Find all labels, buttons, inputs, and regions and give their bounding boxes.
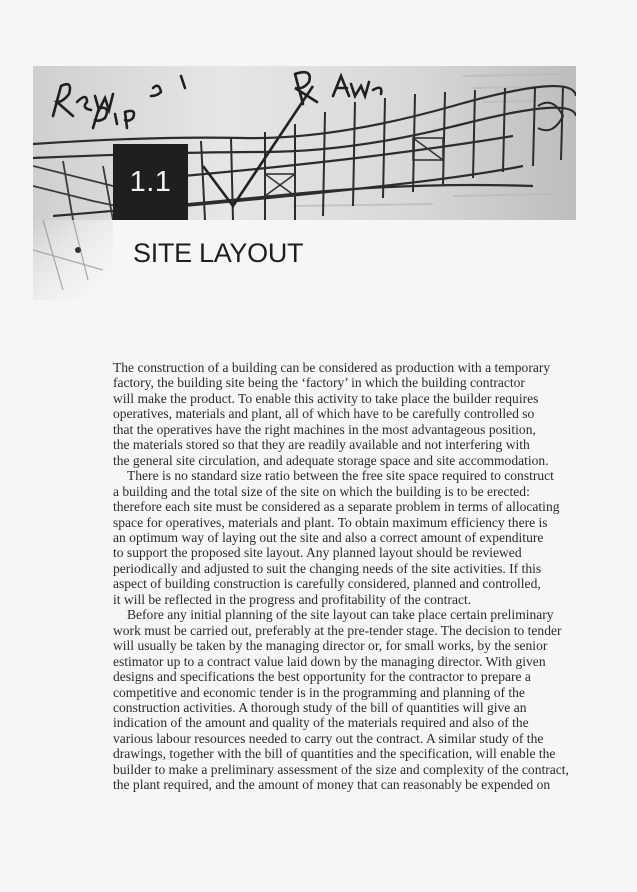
- body-text-line: There is no standard size ratio between the free site space required to construct: [127, 468, 554, 484]
- section-number: 1.1: [129, 165, 172, 198]
- body-text-line: the general site circulation, and adequate storage space and site accommodation.: [113, 452, 549, 468]
- body-text-line: therefore each site must be considered as a separate problem in terms of allocating: [113, 499, 560, 515]
- body-text-line: to support the proposed site layout. Any planned layout should be reviewed: [113, 545, 522, 561]
- body-text-line: the plant required, and the amount of money that can reasonably be expended on: [113, 777, 551, 793]
- body-text-line: periodically and adjusted to suit the changing needs of the site activities. If this: [113, 560, 542, 576]
- body-text-line: the materials stored so that they are readily available and not interfering with: [113, 437, 530, 453]
- body-text-line: construction activities. A thorough study of the bill of quantities will give an: [113, 699, 527, 715]
- body-text-line: builder to make a preliminary assessment of the size and complexity of the contract,: [113, 761, 569, 777]
- body-text-line: operatives, materials and plant, all of which have to be carefully controlled so: [113, 406, 535, 422]
- section-title: SITE LAYOUT: [133, 238, 304, 268]
- body-text-line: designs and specifications the best opportunity for the contractor to prepare a: [113, 669, 531, 685]
- banner-fade-sketch: [33, 220, 113, 300]
- body-text-line: an optimum way of laying out the site and also a correct amount of expenditure: [113, 529, 544, 545]
- body-text-line: a building and the total size of the site on which the building is to be erected:: [113, 483, 530, 499]
- body-text-line: will make the product. To enable this activity to take place the builder requires: [113, 390, 539, 406]
- body-text-line: The construction of a building can be considered as production with a temporary: [113, 360, 551, 375]
- body-text-line: aspect of building construction is carefully considered, planned and controlled,: [113, 576, 541, 592]
- body-text: [113, 360, 574, 793]
- body-text-line: Before any initial planning of the site layout can take place certain preliminary: [127, 607, 554, 623]
- body-text-line: space for operatives, materials and plant. To obtain maximum efficiency there is: [113, 514, 548, 530]
- body-text-line: competitive and economic tender is in the programming and planning of the: [113, 684, 525, 700]
- section-number-box: [113, 144, 188, 220]
- body-text-line: that the operatives have the right machines in the most advantageous position,: [113, 421, 536, 437]
- body-text-line: drawings, together with the bill of quantities and the specification, will enable the: [113, 746, 556, 762]
- body-text-line: will usually be taken by the managing director or, for small works, by the senior: [113, 638, 548, 654]
- body-text-line: various labour resources needed to carry out the contract. A similar study of the: [113, 730, 544, 746]
- body-text-line: factory, the building site being the ‘factory’ in which the building contractor: [113, 375, 525, 391]
- body-text-line: it will be reflected in the progress and profitability of the contract.: [113, 591, 472, 607]
- body-text-line: work must be carried out, preferably at the pre-tender stage. The decision to tender: [113, 622, 562, 638]
- body-text-line: indication of the amount and quality of the materials required and also of the: [113, 715, 529, 731]
- body-text-line: estimator up to a contract value laid down by the managing director. With given: [113, 653, 546, 669]
